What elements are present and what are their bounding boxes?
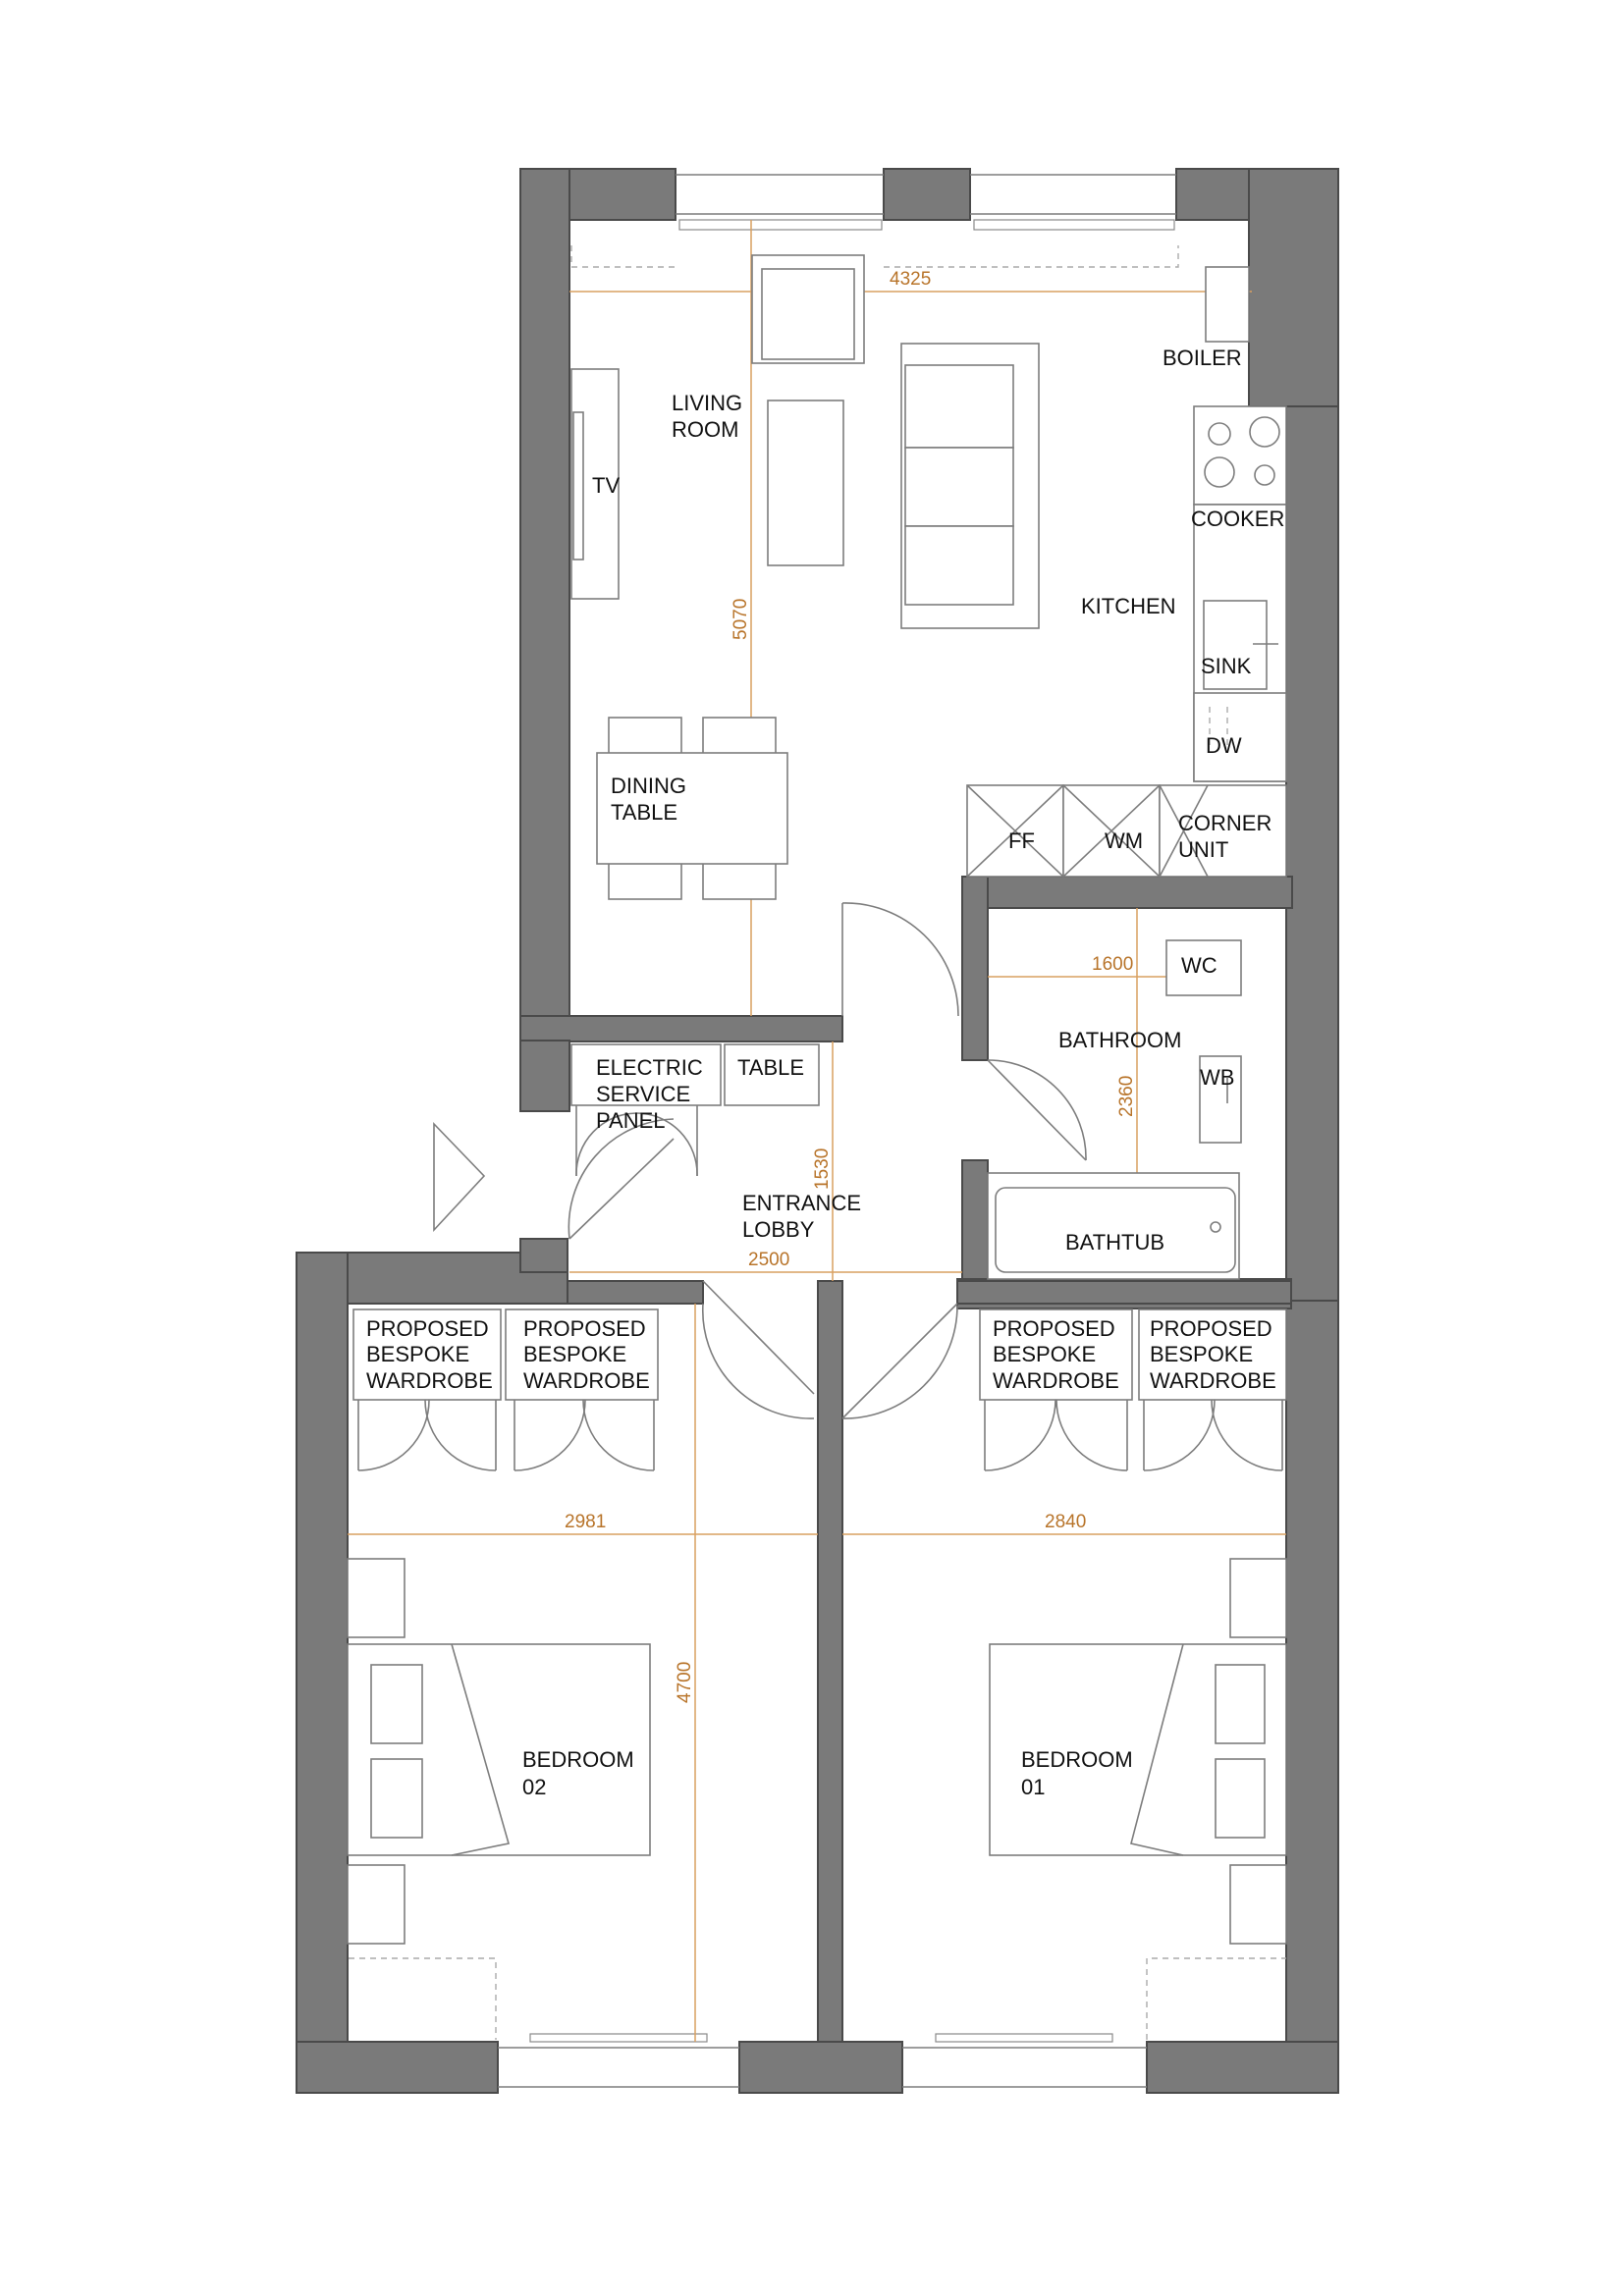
bedside-table bbox=[1230, 1865, 1286, 1944]
wall-top-pier bbox=[884, 169, 970, 220]
dim-lobby-length: 1530 bbox=[812, 1148, 833, 1190]
pillow bbox=[371, 1759, 422, 1838]
wall-bed2-top-notch bbox=[520, 1239, 568, 1272]
bathtub-label: BATHTUB bbox=[1065, 1230, 1165, 1255]
dining-table-label: TABLE bbox=[611, 800, 678, 825]
wall-bed2-left bbox=[297, 1253, 348, 2092]
dim-living-width: 4325 bbox=[890, 269, 932, 290]
wall-right-lower bbox=[1286, 1301, 1338, 2092]
entrance-lobby-label: ENTRANCE bbox=[742, 1191, 862, 1215]
bedroom-01-label: 01 bbox=[1021, 1775, 1046, 1799]
wardrobe-label: BESPOKE bbox=[993, 1342, 1097, 1366]
electric-panel-label: PANEL bbox=[596, 1108, 666, 1133]
bathroom-label: BATHROOM bbox=[1058, 1028, 1182, 1052]
dining-table-label: DINING bbox=[611, 774, 686, 798]
corner-unit-label: UNIT bbox=[1178, 837, 1229, 862]
bedside-table bbox=[348, 1865, 405, 1944]
wall-lobby-stub bbox=[520, 1041, 569, 1111]
wm-label: WM bbox=[1105, 828, 1144, 853]
bedside-table bbox=[1230, 1559, 1286, 1637]
bedroom-02-label: BEDROOM bbox=[522, 1747, 634, 1772]
cooker-label: COOKER bbox=[1191, 507, 1285, 531]
sink-label: SINK bbox=[1201, 654, 1252, 678]
wardrobe-label: PROPOSED bbox=[993, 1316, 1115, 1341]
bathroom-fixtures bbox=[988, 940, 1241, 1279]
bedside-table bbox=[348, 1559, 405, 1637]
wall-bath-left-upper bbox=[962, 877, 988, 1060]
wall-living-left bbox=[520, 169, 569, 1111]
wall-right-upper bbox=[1249, 169, 1338, 406]
radiator-bed2 bbox=[530, 2034, 707, 2042]
sofa-cushion-1 bbox=[905, 365, 1013, 448]
armchair-seat bbox=[762, 269, 854, 359]
cooker bbox=[1194, 406, 1286, 505]
wardrobe-label: WARDROBE bbox=[993, 1368, 1119, 1393]
living-room-label: LIVING bbox=[672, 391, 743, 415]
bedroom-01-label: BEDROOM bbox=[1021, 1747, 1133, 1772]
dimension-labels bbox=[565, 269, 1137, 1703]
entrance-lobby-label: LOBBY bbox=[742, 1217, 815, 1242]
radiator-living-left bbox=[679, 220, 882, 230]
corner-unit-label: CORNER bbox=[1178, 811, 1272, 835]
dim-lobby-width: 2500 bbox=[748, 1250, 790, 1270]
wardrobe-label: BESPOKE bbox=[1150, 1342, 1254, 1366]
wardrobe-label: PROPOSED bbox=[523, 1316, 646, 1341]
dim-bathroom-width: 1600 bbox=[1092, 954, 1134, 975]
dining-chair-4 bbox=[703, 860, 776, 899]
dim-bedroom-02-width: 2981 bbox=[565, 1512, 607, 1532]
boiler bbox=[1206, 267, 1249, 342]
wall-kitchen-bath bbox=[962, 877, 1292, 908]
sofa-cushion-2 bbox=[905, 448, 1013, 526]
dim-bedroom-01-width: 2840 bbox=[1045, 1512, 1087, 1532]
wardrobe-label: BESPOKE bbox=[366, 1342, 470, 1366]
wall-bottom-mid bbox=[739, 2042, 902, 2093]
dw-label: DW bbox=[1206, 733, 1242, 758]
ff-label: FF bbox=[1008, 828, 1035, 853]
pillow bbox=[1216, 1759, 1265, 1838]
pillow bbox=[1216, 1665, 1265, 1743]
bedroom-02-label: 02 bbox=[522, 1775, 547, 1799]
coffee-table bbox=[768, 400, 843, 565]
wall-bottom-right bbox=[1147, 2042, 1338, 2093]
dim-living-length: 5070 bbox=[730, 598, 751, 640]
wall-bottom-left bbox=[297, 2042, 498, 2093]
wall-bed2-top-right bbox=[568, 1281, 703, 1304]
tv-screen bbox=[573, 412, 583, 560]
wall-living-bottom bbox=[520, 1016, 842, 1041]
living-room-label: ROOM bbox=[672, 417, 739, 442]
wardrobe-label: WARDROBE bbox=[523, 1368, 650, 1393]
wardrobe-label: WARDROBE bbox=[1150, 1368, 1276, 1393]
wardrobe-label: PROPOSED bbox=[366, 1316, 489, 1341]
dim-bedroom-length: 4700 bbox=[675, 1661, 695, 1703]
wardrobe-label: WARDROBE bbox=[366, 1368, 493, 1393]
dining-chair-2 bbox=[703, 718, 776, 757]
wc-label: WC bbox=[1181, 953, 1217, 978]
table-label: TABLE bbox=[737, 1055, 805, 1080]
electric-panel-label: ELECTRIC bbox=[596, 1055, 703, 1080]
radiator-living-right bbox=[974, 220, 1174, 230]
pillow bbox=[371, 1665, 422, 1743]
boiler-label: BOILER bbox=[1163, 346, 1242, 370]
tv-label: TV bbox=[592, 473, 621, 498]
dim-bathroom-length: 2360 bbox=[1116, 1075, 1137, 1117]
wall-right-middle bbox=[1286, 406, 1338, 1309]
wardrobe-label: PROPOSED bbox=[1150, 1316, 1272, 1341]
wall-bed1-top bbox=[957, 1281, 1291, 1304]
dining-chair-3 bbox=[609, 860, 681, 899]
electric-panel-label: SERVICE bbox=[596, 1082, 691, 1106]
wardrobe-label: BESPOKE bbox=[523, 1342, 627, 1366]
wall-bed-partition bbox=[818, 1281, 842, 2045]
kitchen-label: KITCHEN bbox=[1081, 594, 1176, 618]
entrance-arrow bbox=[434, 1124, 484, 1230]
dining-chair-1 bbox=[609, 718, 681, 757]
radiator-bed1 bbox=[936, 2034, 1112, 2042]
wb-label: WB bbox=[1200, 1065, 1235, 1090]
sofa-cushion-3 bbox=[905, 526, 1013, 605]
